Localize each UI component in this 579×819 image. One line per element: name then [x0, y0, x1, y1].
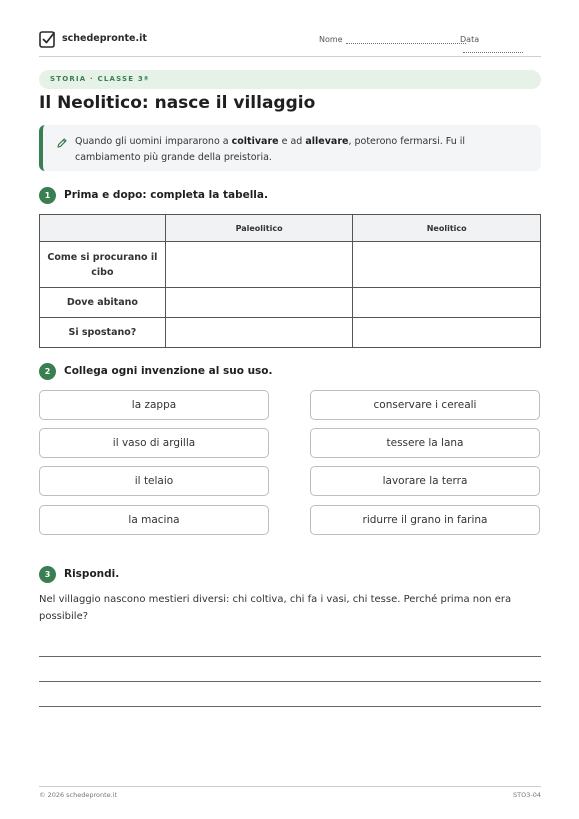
exercise-number: 2 [39, 363, 56, 380]
intro-box [39, 125, 541, 171]
date-field[interactable] [460, 35, 541, 53]
name-field[interactable] [319, 35, 466, 44]
intro-text: Quando gli uomini impararono a coltivare e ad allevare, poterono fermarsi. Fu il cambiamento più grande della preistoria. [75, 136, 466, 163]
subject-tag [39, 70, 541, 89]
table-row [40, 318, 541, 348]
date-label: Data [460, 35, 480, 44]
answer-cell[interactable] [353, 288, 541, 318]
answer-line[interactable] [39, 656, 541, 657]
exercise-number: 3 [39, 566, 56, 583]
invention-item[interactable]: la macina [39, 505, 269, 535]
row-label: Si spostano? [40, 318, 166, 348]
table-header-row [40, 215, 541, 242]
answer-line[interactable] [39, 706, 541, 707]
brand-name: schedepronte.it [62, 33, 147, 44]
use-item[interactable]: ridurre il grano in farina [310, 505, 540, 535]
table-header-neolitico: Neolitico [353, 215, 541, 242]
answer-cell[interactable] [353, 318, 541, 348]
invention-item[interactable]: il telaio [39, 466, 269, 496]
row-label: Dove abitano [40, 288, 166, 318]
use-item[interactable]: lavorare la terra [310, 466, 540, 496]
page-title: Il Neolitico: nasce il villaggio [39, 93, 316, 113]
exercise-instruction: Prima e dopo: completa la tabella. [64, 189, 268, 201]
subject-tag-label: STORIA · CLASSE 3ª [50, 75, 150, 83]
footer-copyright: © 2026 schedepronte.it [39, 791, 118, 799]
exercise-question: Nel villaggio nascono mestieri diversi: chi coltiva, chi fa i vasi, chi tesse. Perché prima non era possibile? [39, 594, 512, 622]
table-row [40, 288, 541, 318]
use-item[interactable]: tessere la lana [310, 428, 540, 458]
comparison-table [39, 214, 541, 348]
row-label: Come si procurano il cibo [40, 242, 166, 288]
footer-code: STO3-04 [513, 791, 541, 799]
header-divider [39, 56, 541, 57]
name-label: Nome [319, 35, 343, 44]
exercise-number: 1 [39, 187, 56, 204]
answer-cell[interactable] [165, 288, 353, 318]
keyword-coltivare: coltivare [231, 136, 279, 147]
footer-divider [39, 786, 541, 787]
page-header [39, 30, 541, 52]
answer-cell[interactable] [165, 242, 353, 288]
exercise-instruction: Collega ogni invenzione al suo uso. [64, 365, 273, 377]
table-row [40, 242, 541, 288]
checkbox-logo-icon [39, 30, 56, 49]
table-header-paleolitico: Paleolitico [165, 215, 353, 242]
answer-cell[interactable] [165, 318, 353, 348]
answer-cell[interactable] [353, 242, 541, 288]
invention-item[interactable]: la zappa [39, 390, 269, 420]
use-item[interactable]: conservare i cereali [310, 390, 540, 420]
exercise-instruction: Rispondi. [64, 568, 120, 580]
answer-line[interactable] [39, 681, 541, 682]
pencil-icon [56, 137, 68, 149]
keyword-allevare: allevare [305, 136, 349, 147]
table-header-empty [40, 215, 166, 242]
invention-item[interactable]: il vaso di argilla [39, 428, 269, 458]
